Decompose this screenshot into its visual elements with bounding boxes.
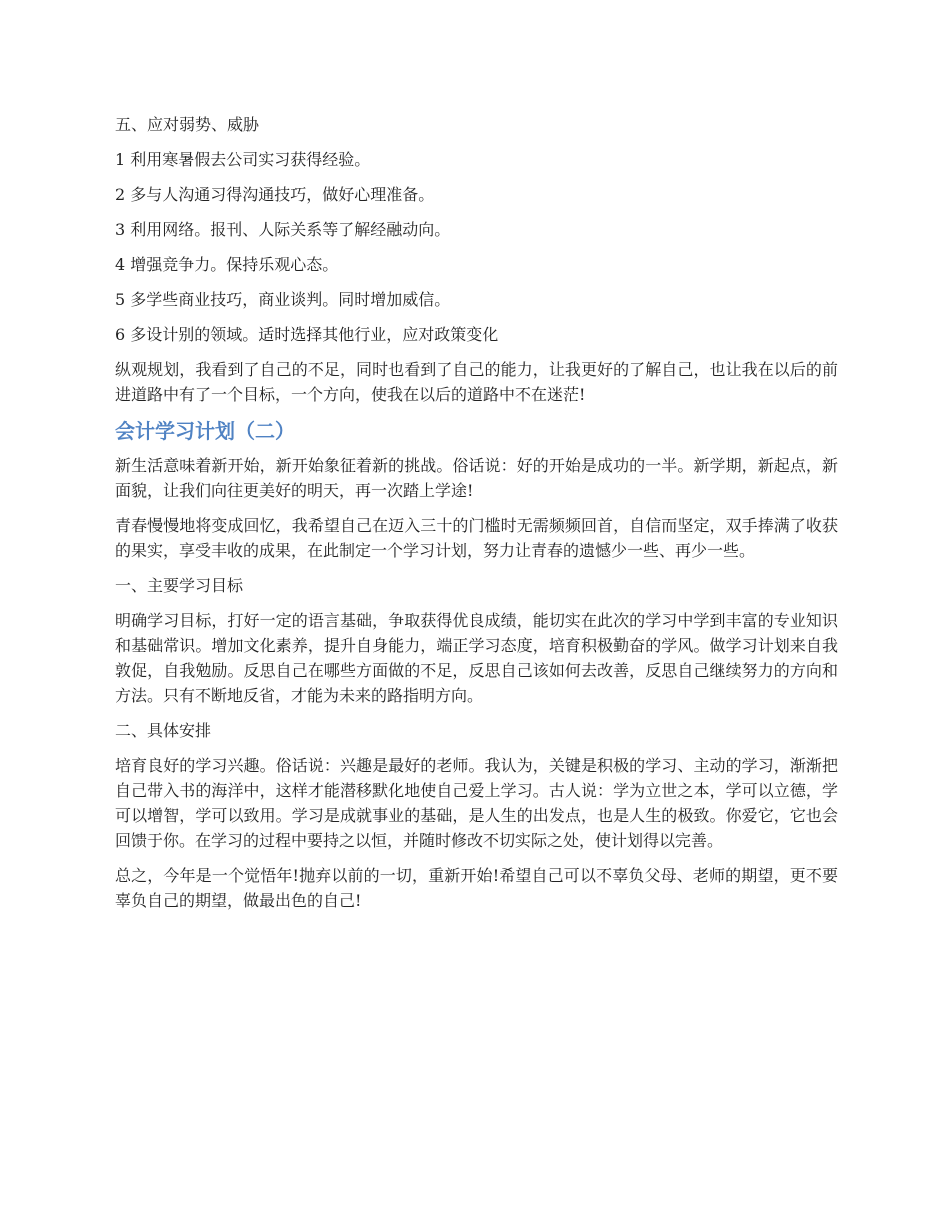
list-item: 5 多学些商业技巧，商业谈判。同时增加威信。 — [115, 290, 451, 309]
conclusion-paragraph: 纵观规划，我看到了自己的不足，同时也看到了自己的能力，让我更好的了解自己，也让我在以后的前进道路中有了一个目标，一个方向，使我在以后的道路中不在迷茫! — [115, 360, 838, 404]
intro-paragraph-1: 新生活意味着新开始，新开始象征着新的挑战。俗话说：好的开始是成功的一半。新学期，新起点，新面貌，让我们向往更美好的明天，再一次踏上学途! — [115, 456, 838, 500]
arrangement-paragraph: 培育良好的学习兴趣。俗话说：兴趣是最好的老师。我认为，关键是积极的学习、主动的学习，渐渐把自己带入书的海洋中，这样才能潜移默化地使自己爱上学习。古人说：学为立世之本，学可以立德，学可以增智，学可以致用。学习是成就事业的基础，是人生的出发点，也是人生的极致。你爱它，它也会回馈于你。在学习的过程中要持之以恒，并随时修改不切实际之处，使计划得以完善。 — [115, 756, 838, 850]
summary-paragraph: 总之，今年是一个觉悟年!抛弃以前的一切，重新开始!希望自己可以不辜负父母、老师的期望，更不要辜负自己的期望，做最出色的自己! — [115, 866, 838, 910]
list-item: 4 增强竞争力。保持乐观心态。 — [115, 255, 339, 274]
list-item: 1 利用寒暑假去公司实习获得经验。 — [115, 150, 371, 169]
goal-paragraph: 明确学习目标，打好一定的语言基础，争取获得优良成绩，能切实在此次的学习中学到丰富的专业知识和基础常识。增加文化素养，提升自身能力，端正学习态度，培育积极勤奋的学风。做学习计划来自我敦促，自我勉励。反思自己在哪些方面做的不足，反思自己该如何去改善，反思自己继续努力的方向和方法。只有不断地反省，才能为未来的路指明方向。 — [115, 611, 838, 705]
arrangement-heading: 二、具体安排 — [115, 721, 212, 740]
list-item: 6 多设计别的领域。适时选择其他行业，应对政策变化 — [115, 325, 499, 344]
list-item: 3 利用网络。报刊、人际关系等了解经融动向。 — [115, 220, 451, 239]
section-heading-weakness: 五、应对弱势、威胁 — [115, 115, 260, 134]
plan-title: 会计学习计划（二） — [115, 419, 295, 443]
goal-heading: 一、主要学习目标 — [115, 576, 244, 595]
intro-paragraph-2: 青春慢慢地将变成回忆，我希望自己在迈入三十的门槛时无需频频回首，自信而坚定，双手捧满了收获的果实，享受丰收的成果，在此制定一个学习计划，努力让青春的遗憾少一些、再少一些。 — [115, 516, 838, 560]
list-item: 2 多与人沟通习得沟通技巧，做好心理准备。 — [115, 185, 435, 204]
